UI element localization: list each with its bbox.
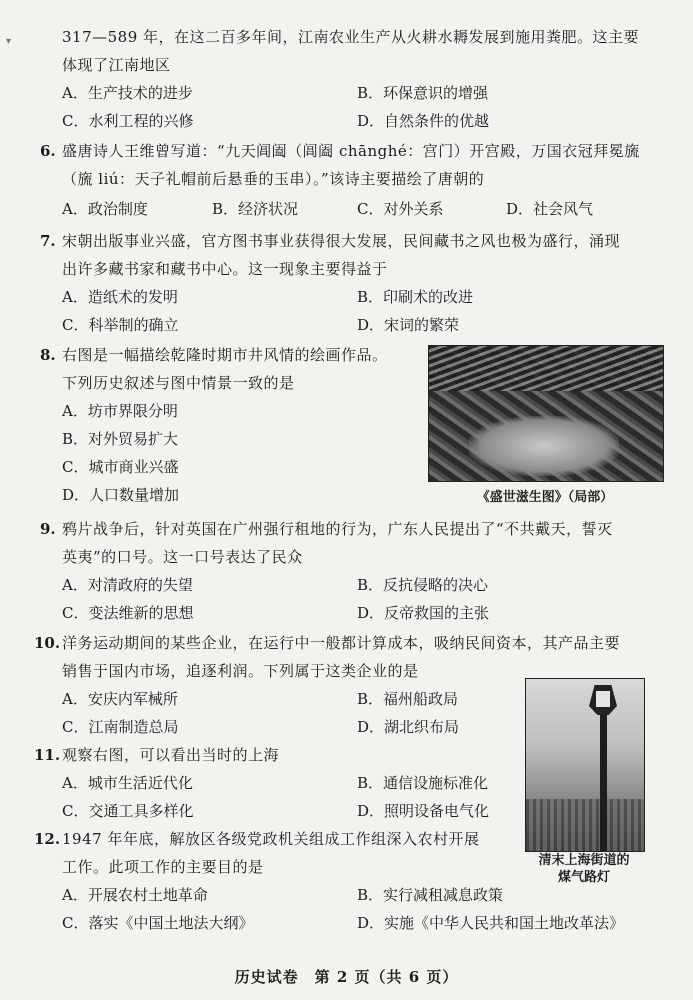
q9-line-2: 英夷”的口号。这一口号表达了民众 bbox=[62, 548, 303, 566]
q12-option-c: C．落实《中国土地法大纲》 bbox=[62, 914, 254, 932]
q10-option-d: D．湖北织布局 bbox=[357, 718, 460, 736]
q12-line-1: 1947 年年底，解放区各级党政机关组成工作组深入农村开展 bbox=[62, 830, 480, 848]
q11-option-c: C．交通工具多样化 bbox=[62, 802, 194, 820]
q6-option-c: C．对外关系 bbox=[357, 200, 444, 218]
q12-number: 12. bbox=[34, 830, 61, 848]
q8-number: 8. bbox=[40, 346, 56, 364]
q6-option-d: D．社会风气 bbox=[506, 200, 594, 218]
intro-option-d: D．自然条件的优越 bbox=[357, 112, 490, 130]
q11-option-b: B．通信设施标准化 bbox=[357, 774, 489, 792]
q7-number: 7. bbox=[40, 232, 56, 250]
q11-option-a: A．城市生活近代化 bbox=[62, 774, 193, 792]
q10-option-a: A．安庆内军械所 bbox=[62, 690, 178, 708]
gas-lamp-caption bbox=[520, 852, 648, 886]
q8-option-d: D．人口数量增加 bbox=[62, 486, 180, 504]
lamp-image-street bbox=[526, 799, 644, 851]
q7-line-2: 出许多藏书家和藏书中心。这一现象主要得益于 bbox=[62, 260, 388, 278]
gas-lamp-image bbox=[525, 678, 645, 852]
q9-option-b: B．反抗侵略的决心 bbox=[357, 576, 489, 594]
q11-option-d: D．照明设备电气化 bbox=[357, 802, 490, 820]
q7-option-d: D．宋词的繁荣 bbox=[357, 316, 460, 334]
intro-line-2: 体现了江南地区 bbox=[62, 56, 171, 74]
painting-caption: 《盛世滋生图》（局部） bbox=[476, 490, 614, 505]
q12-line-2: 工作。此项工作的主要目的是 bbox=[62, 858, 264, 876]
q10-option-b: B．福州船政局 bbox=[357, 690, 459, 708]
q6-line-2: （旒 liú：天子礼帽前后悬垂的玉串）。”该诗主要描绘了唐朝的 bbox=[62, 170, 485, 188]
q7-option-b: B．印刷术的改进 bbox=[357, 288, 474, 306]
q9-number: 9. bbox=[40, 520, 56, 538]
q11-line-1: 观察右图，可以看出当时的上海 bbox=[62, 746, 280, 764]
q9-option-a: A．对清政府的失望 bbox=[62, 576, 193, 594]
q6-option-b: B．经济状况 bbox=[212, 200, 299, 218]
q9-option-c: C．变法维新的思想 bbox=[62, 604, 194, 622]
q7-option-c: C．科举制的确立 bbox=[62, 316, 179, 334]
q8-line-2: 下列历史叙述与图中情景一致的是 bbox=[62, 374, 295, 392]
q12-option-a: A．开展农村土地革命 bbox=[62, 886, 208, 904]
painting-street bbox=[469, 416, 619, 476]
q10-line-2: 销售于国内市场，追逐利润。下列属于这类企业的是 bbox=[62, 662, 419, 680]
intro-option-c: C．水利工程的兴修 bbox=[62, 112, 194, 130]
intro-option-b: B．环保意识的增强 bbox=[357, 84, 489, 102]
q6-line-1: 盛唐诗人王维曾写道：“九天阊阖（阊阖 chānghé：宫门）开宫殿，万国衣冠拜冕旒 bbox=[62, 142, 640, 160]
q7-line-1: 宋朝出版事业兴盛，官方图书事业获得很大发展，民间藏书之风也极为盛行，涌现 bbox=[62, 232, 621, 250]
q8-line-1: 右图是一幅描绘乾隆时期市井风情的绘画作品。 bbox=[62, 346, 388, 364]
q6-option-a: A．政治制度 bbox=[62, 200, 148, 218]
q8-option-b: B．对外贸易扩大 bbox=[62, 430, 179, 448]
gas-lamp-caption-line-1: 清末上海街道的 bbox=[538, 853, 630, 868]
q12-option-b: B．实行减租减息政策 bbox=[357, 886, 504, 904]
q10-option-c: C．江南制造总局 bbox=[62, 718, 179, 736]
q10-number: 10. bbox=[34, 634, 61, 652]
intro-line-1: 317—589 年，在这二百多年间，江南农业生产从火耕水耨发展到施用粪肥。这主要 bbox=[62, 28, 640, 46]
painting-image bbox=[428, 345, 664, 482]
q9-line-1: 鸦片战争后，针对英国在广州强行租地的行为，广东人民提出了“不共戴天，誓灭 bbox=[62, 520, 613, 538]
q12-option-d: D．实施《中华人民共和国土地改革法》 bbox=[357, 914, 625, 932]
page-footer: 历史试卷 第 2 页（共 6 页） bbox=[234, 968, 459, 986]
intro-option-a: A．生产技术的进步 bbox=[62, 84, 193, 102]
lamp-pole bbox=[600, 701, 607, 851]
lamp-glass bbox=[596, 691, 610, 707]
q6-number: 6. bbox=[40, 142, 56, 160]
q10-line-1: 洋务运动期间的某些企业，在运行中一般都计算成本，吸纳民间资本，其产品主要 bbox=[62, 634, 621, 652]
q7-option-a: A．造纸术的发明 bbox=[62, 288, 178, 306]
q9-option-d: D．反帝救国的主张 bbox=[357, 604, 490, 622]
painting-roofs bbox=[429, 346, 663, 391]
q8-option-a: A．坊市界限分明 bbox=[62, 402, 178, 420]
q11-number: 11. bbox=[34, 746, 61, 764]
margin-mark: ▾ bbox=[6, 36, 12, 47]
gas-lamp-caption-line-2: 煤气路灯 bbox=[557, 870, 610, 885]
q8-option-c: C．城市商业兴盛 bbox=[62, 458, 179, 476]
